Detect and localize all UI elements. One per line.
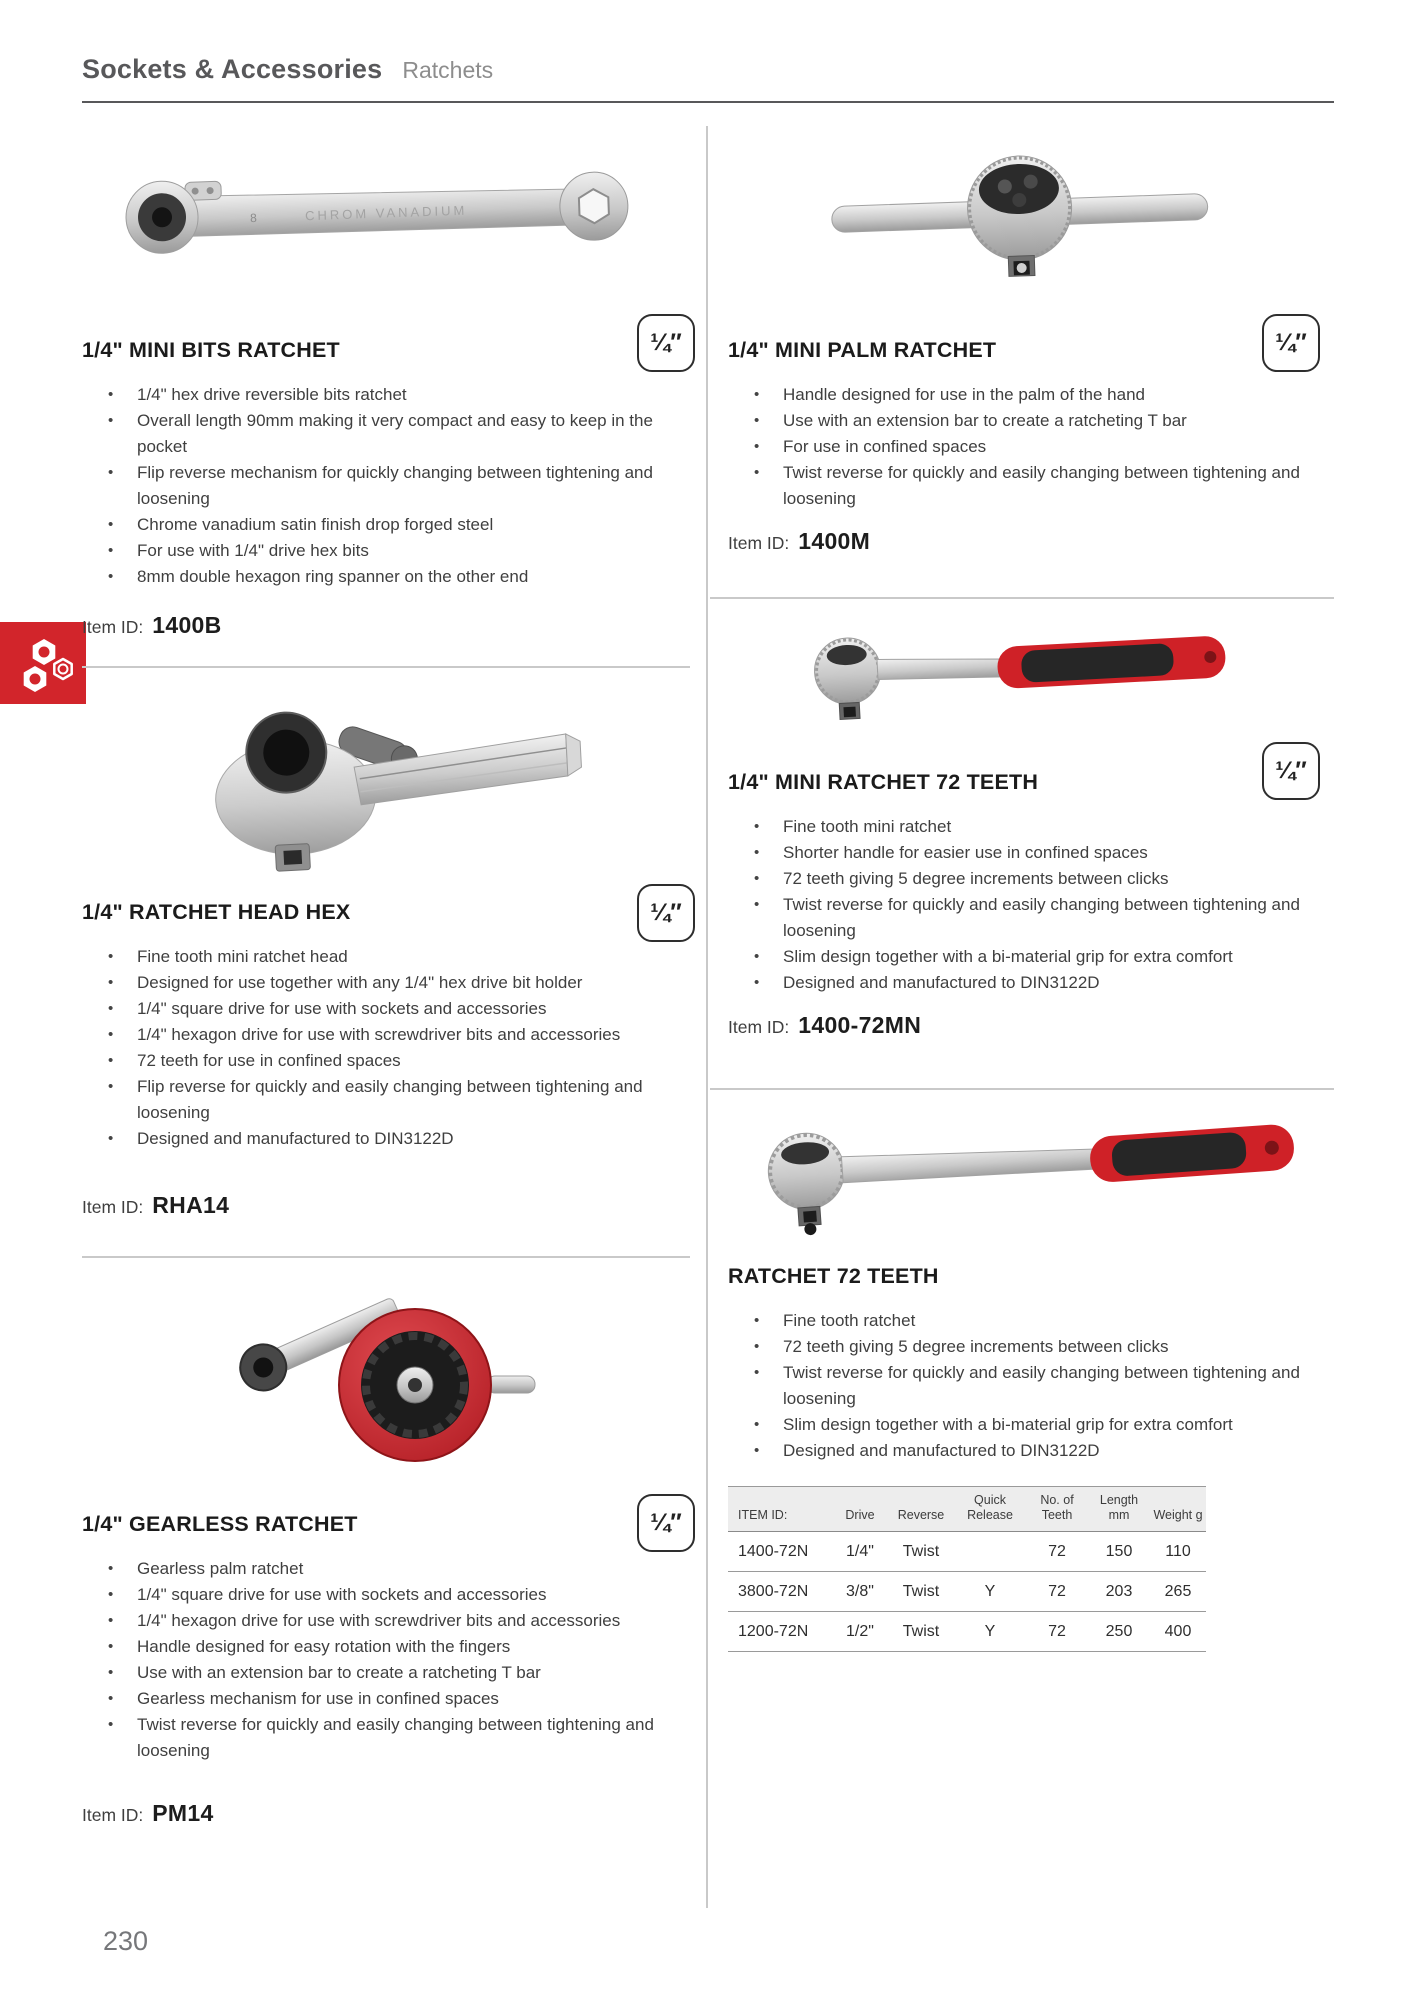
section-tab-sockets [0, 622, 86, 704]
table-cell: 400 [1164, 1622, 1192, 1640]
sockets-icon [6, 627, 80, 699]
header-rule [82, 101, 1334, 103]
bullet: • For use in confined spaces [746, 434, 1324, 460]
item-id-label: Item ID: [82, 1805, 144, 1825]
item-id-value: RHA14 [152, 1192, 230, 1218]
item-id-value: 1400B [152, 612, 222, 638]
table-header-cell: Reverse [888, 1487, 954, 1532]
size-badge-label: ¼″ [650, 1509, 682, 1536]
spec-table-row [728, 1532, 1206, 1572]
feature-list [100, 944, 662, 1152]
table-cell: 203 [1088, 1572, 1150, 1612]
bullet: • Gearless mechanism for use in confined spaces [100, 1686, 662, 1712]
bullet: • Designed for use together with any 1/4" hex drive bit holder [100, 970, 662, 996]
table-cell: 265 [1150, 1572, 1206, 1612]
bullet: • Slim design together with a bi-material grip for extra comfort [746, 1412, 1324, 1438]
bullet: • Fine tooth mini ratchet head [100, 944, 662, 970]
item-id-label: Item ID: [82, 617, 144, 637]
item-id-row [82, 612, 222, 639]
table-cell: 1400-72N [728, 1532, 832, 1572]
table-cell: 3800-72N [728, 1572, 832, 1612]
spec-table-header-row [728, 1487, 1206, 1532]
table-cell: 1/4" [832, 1532, 888, 1572]
table-cell: Twist [902, 1622, 940, 1640]
table-cell: Y [984, 1622, 996, 1640]
bullet: • 1/4" square drive for use with sockets and accessories [100, 1582, 662, 1608]
table-cell: 1200-72N [738, 1622, 809, 1640]
bullet: • Use with an extension bar to create a ratcheting T bar [746, 408, 1324, 434]
bullet: • 1/4" hex drive reversible bits ratchet [100, 382, 660, 408]
table-cell: Twist [888, 1572, 954, 1612]
feature-list [746, 1308, 1324, 1464]
bullet: • Flip reverse mechanism for quickly changing between tightening and loosening [100, 460, 660, 512]
ratchet-head-hex-image [160, 688, 590, 878]
table-cell: 250 [1105, 1622, 1133, 1640]
item-id-row [82, 1800, 214, 1827]
size-badge-label: ¼″ [650, 899, 682, 926]
bullet: • 72 teeth for use in confined spaces [100, 1048, 662, 1074]
size-badge [637, 314, 695, 372]
item-id-row [728, 1012, 921, 1039]
bullet: • 1/4" hexagon drive for use with screwdriver bits and accessories [100, 1022, 662, 1048]
item-id-label: Item ID: [728, 533, 790, 553]
table-cell: 72 [1026, 1532, 1088, 1572]
svg-text:CHROM VANADIUM: CHROM VANADIUM [304, 202, 468, 224]
bullet: • Gearless palm ratchet [100, 1556, 662, 1582]
item-id-value: 1400M [798, 528, 871, 554]
page-number: 230 [103, 1926, 149, 1956]
bullet: • 1/4" square drive for use with sockets and accessories [100, 996, 662, 1022]
spec-table-row [728, 1612, 1206, 1652]
mini-ratchet-72-teeth-image [790, 610, 1250, 740]
spec-table [728, 1486, 1206, 1652]
size-badge [637, 884, 695, 942]
table-header-cell: Weight g [1150, 1487, 1206, 1532]
spec-table-row [728, 1572, 1206, 1612]
gearless-ratchet-image [225, 1280, 565, 1495]
item-id-row [728, 528, 870, 555]
table-cell: 3/8" [832, 1572, 888, 1612]
table-header-cell: Quick Release [954, 1487, 1026, 1532]
bullet: • 72 teeth giving 5 degree increments between clicks [746, 866, 1324, 892]
size-badge [637, 1494, 695, 1552]
bullet: • 8mm double hexagon ring spanner on the other end [100, 564, 660, 590]
bullet: • For use with 1/4" drive hex bits [100, 538, 660, 564]
section-divider [82, 666, 690, 668]
product-title-mini-bits-ratchet: 1/4" MINI BITS RATCHET [82, 338, 340, 362]
table-cell [954, 1532, 1026, 1572]
page-subtitle: Ratchets [402, 57, 494, 83]
page-header [82, 54, 493, 85]
bullet: • Designed and manufactured to DIN3122D [100, 1126, 662, 1152]
size-badge [1262, 742, 1320, 800]
bullet: • Use with an extension bar to create a ratcheting T bar [100, 1660, 662, 1686]
item-id-value: 1400-72MN [798, 1012, 922, 1038]
section-divider [710, 597, 1334, 599]
table-cell: 1/2" [846, 1622, 874, 1640]
feature-list [746, 382, 1324, 512]
product-title-gearless-ratchet: 1/4" GEARLESS RATCHET [82, 1512, 358, 1536]
bullet: • Overall length 90mm making it very compact and easy to keep in the pocket [100, 408, 660, 460]
table-cell: 72 [1048, 1622, 1066, 1640]
section-divider [82, 1256, 690, 1258]
bullet: • 72 teeth giving 5 degree increments between clicks [746, 1334, 1324, 1360]
bullet: • Fine tooth ratchet [746, 1308, 1324, 1334]
size-badge-label: ¼″ [1275, 757, 1307, 784]
product-title-mini-ratchet-72-teeth: 1/4" MINI RATCHET 72 TEETH [728, 770, 1039, 794]
svg-text:8: 8 [249, 210, 258, 226]
size-badge-label: ¼″ [1275, 329, 1307, 356]
page-title: Sockets & Accessories [82, 54, 383, 84]
bullet: • Twist reverse for quickly and easily changing between tightening and loosening [746, 1360, 1324, 1412]
table-cell: 72 [1026, 1572, 1088, 1612]
table-header-cell: No. of Teeth [1026, 1487, 1088, 1532]
section-divider [710, 1088, 1334, 1090]
bullet: • Flip reverse for quickly and easily changing between tightening and loosening [100, 1074, 662, 1126]
bullet: • Slim design together with a bi-material grip for extra comfort [746, 944, 1324, 970]
table-header-cell: Drive [832, 1487, 888, 1532]
bullet: • Twist reverse for quickly and easily changing between tightening and loosening [746, 892, 1324, 944]
table-header-cell: ITEM ID: [728, 1487, 832, 1532]
mini-palm-ratchet-image [820, 140, 1220, 300]
table-cell: Y [954, 1572, 1026, 1612]
ratchet-72-teeth-image [735, 1098, 1315, 1248]
item-id-value: PM14 [152, 1800, 214, 1826]
product-title-ratchet-72-teeth: RATCHET 72 TEETH [728, 1264, 939, 1288]
bullet: • Chrome vanadium satin finish drop forged steel [100, 512, 660, 538]
bullet: • Designed and manufactured to DIN3122D [746, 970, 1324, 996]
mini-bits-ratchet-image [100, 138, 640, 288]
feature-list [746, 814, 1324, 996]
table-header-cell: Length mm [1088, 1487, 1150, 1532]
product-title-mini-palm-ratchet: 1/4" MINI PALM RATCHET [728, 338, 997, 362]
product-title-ratchet-head-hex: 1/4" RATCHET HEAD HEX [82, 900, 351, 924]
size-badge-label: ¼″ [650, 329, 682, 356]
item-id-label: Item ID: [82, 1197, 144, 1217]
bullet: • 1/4" hexagon drive for use with screwdriver bits and accessories [100, 1608, 662, 1634]
feature-list [100, 382, 660, 590]
item-id-label: Item ID: [728, 1017, 790, 1037]
table-cell: Twist [888, 1532, 954, 1572]
feature-list [100, 1556, 662, 1764]
table-cell: 150 [1088, 1532, 1150, 1572]
bullet: • Shorter handle for easier use in confined spaces [746, 840, 1324, 866]
table-cell: 110 [1150, 1532, 1206, 1572]
item-id-row [82, 1192, 229, 1219]
bullet: • Handle designed for use in the palm of the hand [746, 382, 1324, 408]
bullet: • Handle designed for easy rotation with the fingers [100, 1634, 662, 1660]
column-divider [706, 126, 708, 1908]
bullet: • Twist reverse for quickly and easily changing between tightening and loosening [746, 460, 1324, 512]
bullet: • Fine tooth mini ratchet [746, 814, 1324, 840]
bullet: • Designed and manufactured to DIN3122D [746, 1438, 1324, 1464]
size-badge [1262, 314, 1320, 372]
bullet: • Twist reverse for quickly and easily changing between tightening and loosening [100, 1712, 662, 1764]
